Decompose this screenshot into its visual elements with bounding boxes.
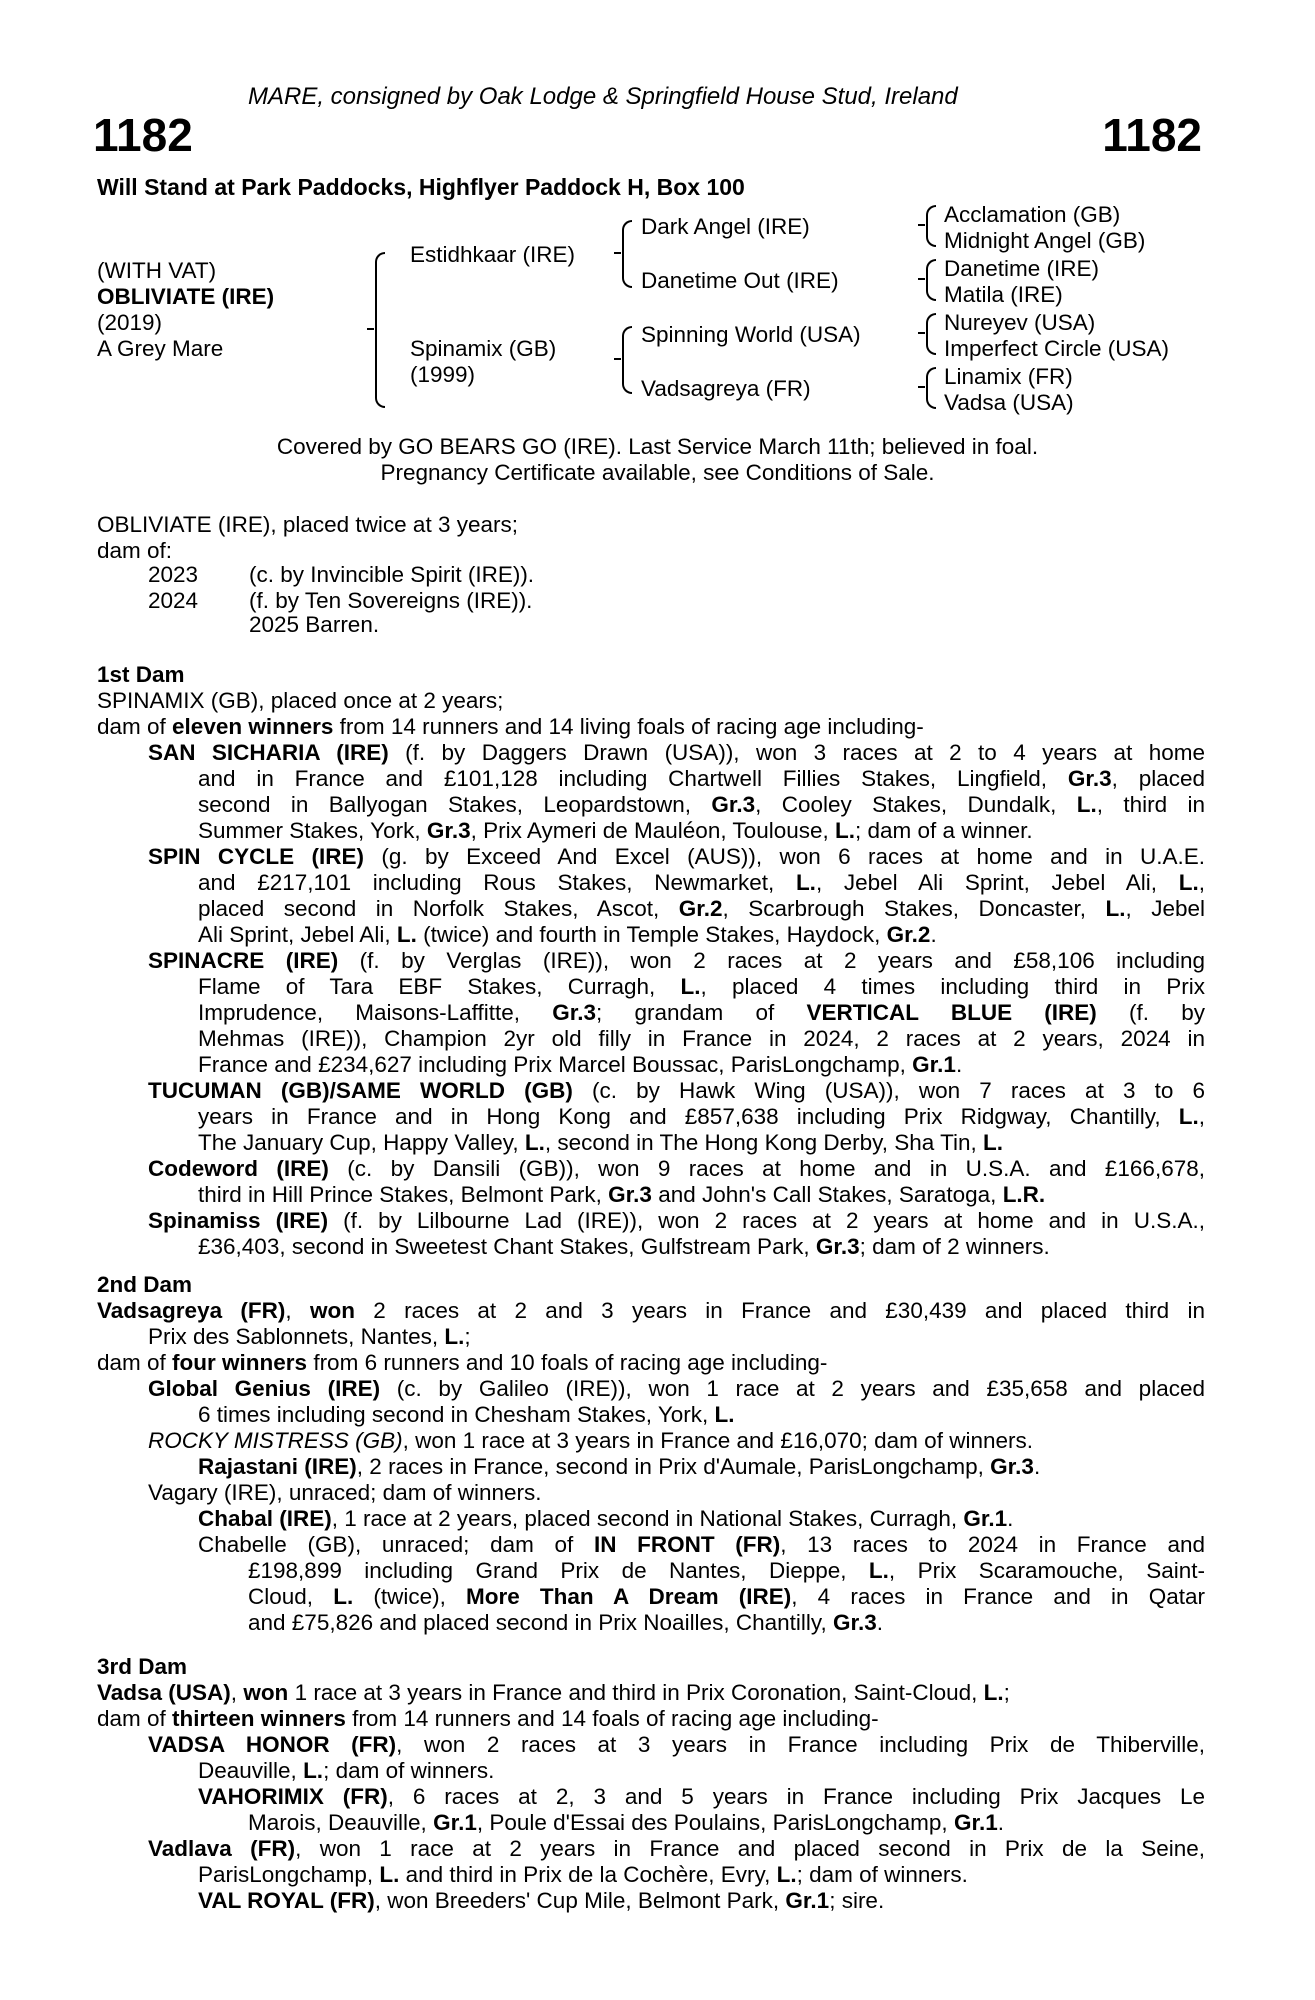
first-dam-line-2a: dam of — [97, 714, 173, 739]
first-dam-entry-3-line-3: Imprudence, Maisons-Laffitte, Gr.3; grandam of VERTICAL BLUE (IRE) (f. by — [198, 1000, 1206, 1025]
third-dam-heading: 3rd Dam — [97, 1654, 188, 1679]
first-dam-entry-2-line-4: Ali Sprint, Jebel Ali, L. (twice) and fourth in Temple Stakes, Haydock, Gr.2. — [198, 922, 937, 947]
produce-intro: OBLIVIATE (IRE), placed twice at 3 years; — [97, 512, 518, 537]
first-dam-line-2 — [97, 714, 924, 740]
first-dam-entry-4-line-3: The January Cup, Happy Valley, L., second in The Hong Kong Derby, Sha Tin, L. — [198, 1130, 1004, 1155]
brace-tip — [614, 358, 621, 360]
pedigree-brace-sd — [926, 259, 936, 301]
third-dam-entry-3-line-1: Vadlava (FR), won 1 race at 2 years in France and placed second in Prix de la Seine, — [148, 1836, 1205, 1861]
first-dam-heading: 1st Dam — [97, 662, 185, 687]
second-dam-entry-2-line-1: ROCKY MISTRESS (GB), won 1 race at 3 years in France and £16,070; dam of winners. — [148, 1428, 1033, 1453]
pedigree-g3-5: Nureyev (USA) — [944, 310, 1096, 335]
first-dam-line-2c: from 14 runners and 14 living foals of racing age including- — [333, 714, 924, 739]
third-dam-summary-line-1: dam of thirteen winners from 14 runners and 14 foals of racing age including- — [97, 1706, 879, 1731]
brace-tip — [918, 332, 925, 334]
first-dam-entry-6-line-1: Spinamiss (IRE) (f. by Lilbourne Lad (IRE)), won 2 races at 2 years at home and in U.S.A., — [148, 1208, 1205, 1233]
stand-location: Will Stand at Park Paddocks, Highflyer Paddock H, Box 100 — [97, 174, 745, 200]
produce-year-2: 2024 — [148, 588, 199, 613]
pedigree-g3-3: Danetime (IRE) — [944, 256, 1100, 281]
brace-tip — [918, 386, 925, 388]
third-dam-intro-line-1: Vadsa (USA), won 1 race at 3 years in France and third in Prix Coronation, Saint-Cloud, L.; — [97, 1680, 1010, 1705]
second-dam-summary-line-1: dam of four winners from 6 runners and 10 foals of racing age including- — [97, 1350, 828, 1375]
pedigree-brace-dd — [926, 367, 936, 409]
pedigree-sire-dam: Danetime Out (IRE) — [641, 268, 839, 293]
pedigree-dam: Spinamix (GB) — [410, 336, 557, 361]
third-dam-entry-2-line-1: VAHORIMIX (FR), 6 races at 2, 3 and 5 years in France including Prix Jacques Le — [198, 1784, 1205, 1809]
first-dam-entry-2-line-2: and £217,101 including Rous Stakes, Newmarket, L., Jebel Ali Sprint, Jebel Ali, L., — [198, 870, 1205, 895]
pedigree-g3-4: Matila (IRE) — [944, 282, 1063, 307]
pedigree-g3-6: Imperfect Circle (USA) — [944, 336, 1170, 361]
lot-number-left: 1182 — [93, 109, 193, 161]
horse-description: A Grey Mare — [97, 336, 224, 361]
first-dam-entry-4-line-2: years in France and in Hong Kong and £857,638 including Prix Ridgway, Chantilly, L., — [198, 1104, 1205, 1129]
third-dam-entry-3-line-2: ParisLongchamp, L. and third in Prix de la Cochère, Evry, L.; dam of winners. — [198, 1862, 968, 1887]
pedigree-g3-2: Midnight Angel (GB) — [944, 228, 1146, 253]
produce-text-3: 2025 Barren. — [249, 612, 380, 637]
pedigree-dam-year: (1999) — [410, 362, 476, 387]
first-dam-line-1: SPINAMIX (GB), placed once at 2 years; — [97, 688, 504, 713]
pedigree-g3-7: Linamix (FR) — [944, 364, 1073, 389]
first-dam-entry-5-line-2: third in Hill Prince Stakes, Belmont Park, Gr.3 and John's Call Stakes, Saratoga, L.R. — [198, 1182, 1046, 1207]
second-dam-entry-4-line-1: Vagary (IRE), unraced; dam of winners. — [148, 1480, 542, 1505]
consignment-line: MARE, consigned by Oak Lodge & Springfield House Stud, Ireland — [248, 83, 958, 110]
first-dam-entry-1-line-4: Summer Stakes, York, Gr.3, Prix Aymeri de Mauléon, Toulouse, L.; dam of a winner. — [198, 818, 1033, 843]
first-dam-entry-3-line-1: SPINACRE (IRE) (f. by Verglas (IRE)), won 2 races at 2 years and £58,106 including — [148, 948, 1205, 973]
vat-note: (WITH VAT) — [97, 258, 217, 283]
first-dam-entry-2-line-1: SPIN CYCLE (IRE) (g. by Exceed And Excel (AUS)), won 6 races at home and in U.A.E. — [148, 844, 1205, 869]
produce-year-1: 2023 — [148, 562, 199, 587]
third-dam-entry-2-line-2: Marois, Deauville, Gr.1, Poule d'Essai des Poulains, ParisLongchamp, Gr.1. — [248, 1810, 1004, 1835]
pedigree-sire-sire: Dark Angel (IRE) — [641, 214, 810, 239]
brace-tip — [367, 328, 374, 330]
brace-tip — [614, 252, 621, 254]
first-dam-entry-2-line-3: placed second in Norfolk Stakes, Ascot, Gr.2, Scarbrough Stakes, Doncaster, L., Jebel — [198, 896, 1205, 921]
second-dam-entry-5-line-1: Chabal (IRE), 1 race at 2 years, placed second in National Stakes, Curragh, Gr.1. — [198, 1506, 1014, 1531]
first-dam-entry-4-line-1: TUCUMAN (GB)/SAME WORLD (GB) (c. by Hawk Wing (USA)), won 7 races at 3 to 6 — [148, 1078, 1205, 1103]
produce-text-1: (c. by Invincible Spirit (IRE)). — [249, 562, 535, 587]
pedigree-g3-1: Acclamation (GB) — [944, 202, 1121, 227]
first-dam-entry-1-line-1: SAN SICHARIA (IRE) (f. by Daggers Drawn (USA)), won 3 races at 2 to 4 years at home — [148, 740, 1206, 765]
produce-text-2: (f. by Ten Sovereigns (IRE)). — [249, 588, 533, 613]
pedigree-brace-dam — [622, 326, 632, 394]
second-dam-intro-line-2: Prix des Sablonnets, Nantes, L.; — [148, 1324, 471, 1349]
first-dam-entry-1-line-2: and in France and £101,128 including Chartwell Fillies Stakes, Lingfield, Gr.3, placed — [198, 766, 1205, 791]
pedigree-brace-main — [375, 252, 385, 408]
third-dam-entry-1-line-1: VADSA HONOR (FR), won 2 races at 3 years in France including Prix de Thiberville, — [148, 1732, 1205, 1757]
second-dam-entry-6-line-2: £198,899 including Grand Prix de Nantes, Dieppe, L., Prix Scaramouche, Saint- — [248, 1558, 1205, 1583]
first-dam-entry-3-line-2: Flame of Tara EBF Stakes, Curragh, L., placed 4 times including third in Prix — [198, 974, 1205, 999]
horse-year: (2019) — [97, 310, 163, 335]
brace-tip — [918, 224, 925, 226]
first-dam-entry-3-line-4: Mehmas (IRE)), Champion 2yr old filly in France in 2024, 2 races at 2 years, 2024 in — [198, 1026, 1205, 1051]
second-dam-intro-line-1: Vadsagreya (FR), won 2 races at 2 and 3 years in France and £30,439 and placed third in — [97, 1298, 1205, 1323]
pedigree-g3-8: Vadsa (USA) — [944, 390, 1074, 415]
second-dam-entry-3-line-1: Rajastani (IRE), 2 races in France, second in Prix d'Aumale, ParisLongchamp, Gr.3. — [198, 1454, 1041, 1479]
horse-name: OBLIVIATE (IRE) — [97, 284, 275, 309]
pedigree-brace-ds — [926, 313, 936, 355]
pedigree-brace-sire — [622, 220, 632, 288]
pedigree-brace-ss — [926, 205, 936, 247]
pedigree-dam-dam: Vadsagreya (FR) — [641, 376, 811, 401]
second-dam-entry-6-line-4: and £75,826 and placed second in Prix Noailles, Chantilly, Gr.3. — [248, 1610, 883, 1635]
first-dam-entry-5-line-1: Codeword (IRE) (c. by Dansili (GB)), won 9 races at home and in U.S.A. and £166,678, — [148, 1156, 1205, 1181]
first-dam-entry-1-line-3: second in Ballyogan Stakes, Leopardstown, Gr.3, Cooley Stakes, Dundalk, L., third in — [198, 792, 1205, 817]
second-dam-entry-6-line-1: Chabelle (GB), unraced; dam of IN FRONT (FR), 13 races to 2024 in France and — [198, 1532, 1205, 1557]
lot-number-right: 1182 — [1102, 109, 1202, 161]
brace-tip — [918, 278, 925, 280]
pedigree-dam-sire: Spinning World (USA) — [641, 322, 861, 347]
produce-dam-of: dam of: — [97, 538, 173, 563]
third-dam-entry-1-line-2: Deauville, L.; dam of winners. — [198, 1758, 495, 1783]
second-dam-entry-1-line-1: Global Genius (IRE) (c. by Galileo (IRE)), won 1 race at 2 years and £35,658 and placed — [148, 1376, 1205, 1401]
first-dam-entry-3-line-5: France and £234,627 including Prix Marcel Boussac, ParisLongchamp, Gr.1. — [198, 1052, 963, 1077]
pregnancy-note: Pregnancy Certificate available, see Conditions of Sale. — [380, 460, 935, 485]
second-dam-entry-1-line-2: 6 times including second in Chesham Stakes, York, L. — [198, 1402, 735, 1427]
first-dam-winners: eleven winners — [172, 714, 334, 739]
covered-note: Covered by GO BEARS GO (IRE). Last Service March 11th; believed in foal. — [276, 434, 1039, 459]
third-dam-entry-4-line-1: VAL ROYAL (FR), won Breeders' Cup Mile, Belmont Park, Gr.1; sire. — [198, 1888, 885, 1913]
pedigree-sire: Estidhkaar (IRE) — [410, 242, 576, 267]
first-dam-entry-6-line-2: £36,403, second in Sweetest Chant Stakes, Gulfstream Park, Gr.3; dam of 2 winners. — [198, 1234, 1050, 1259]
second-dam-entry-6-line-3: Cloud, L. (twice), More Than A Dream (IRE), 4 races in France and in Qatar — [248, 1584, 1205, 1609]
second-dam-heading: 2nd Dam — [97, 1272, 193, 1297]
